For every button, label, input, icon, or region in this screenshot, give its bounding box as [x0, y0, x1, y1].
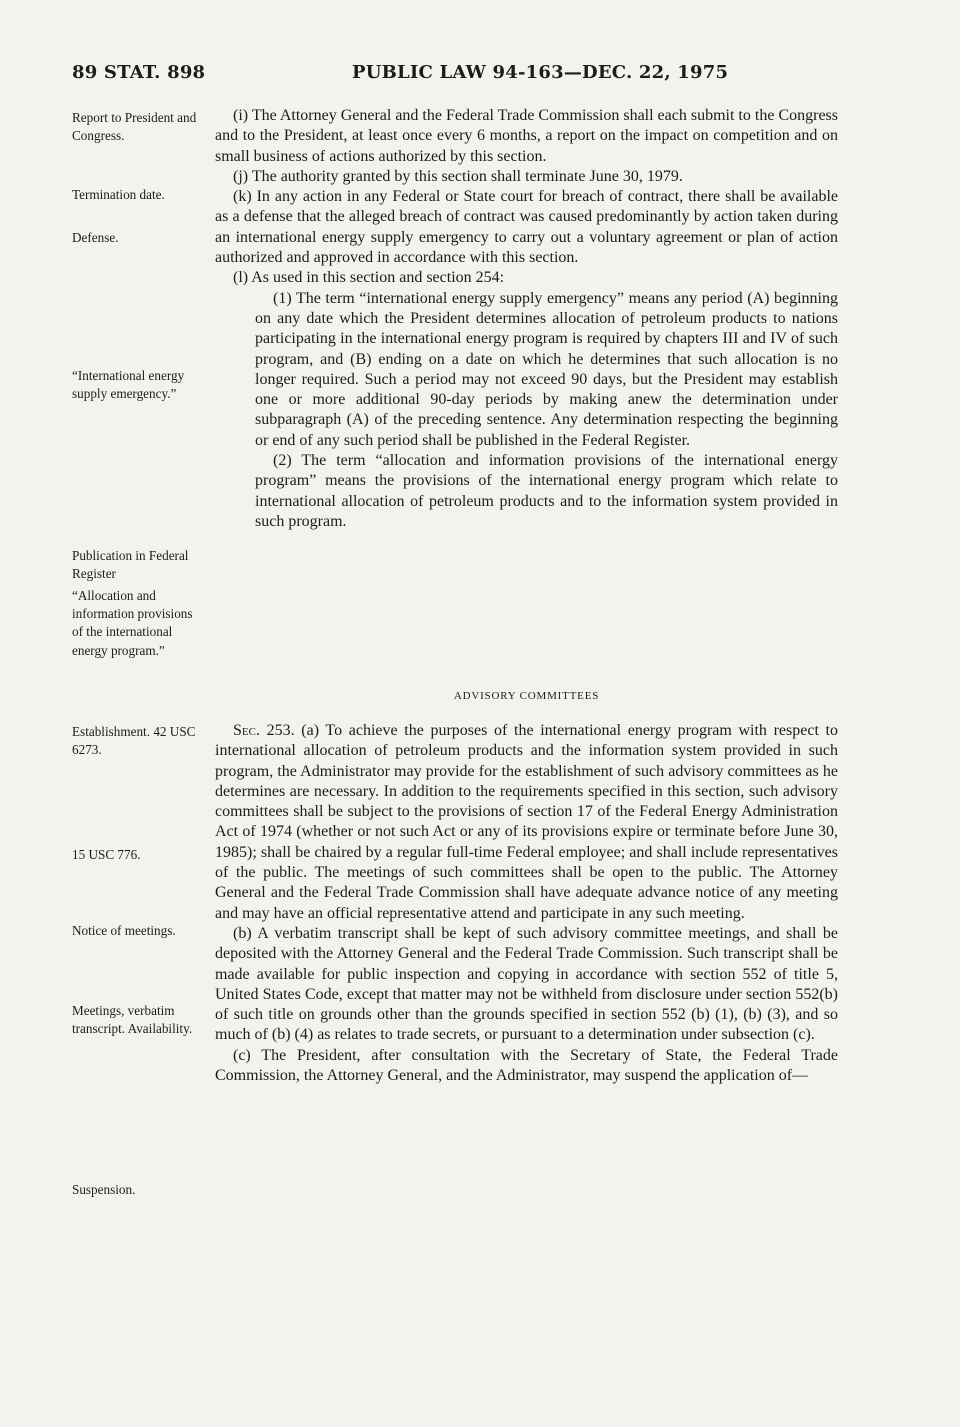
- section-label: Sec. 253.: [233, 722, 295, 739]
- paragraph-l: (l) As used in this section and section 254:: [233, 269, 505, 287]
- margin-note-international-emergency: “International energy supply emergency.”: [72, 368, 185, 402]
- margin-note-establishment: Establishment. 42 USC 6273.: [72, 724, 196, 758]
- margin-note-15-usc-776: 15 USC 776.: [72, 847, 141, 862]
- paragraph-253-c: (c) The President, after consultation with the Secretary of State, the Federal Trade Commission, the Attorney General, and the Administrator, may suspend the application of—: [215, 1046, 838, 1085]
- paragraph-253-b: (b) A verbatim transcript shall be kept of such advisory committee meetings, and shall be deposited with the Attorney General and the Federal Trade Commission. Such transcript shall be made available for public inspection and copying in accordance with section 552 of title 5, United States Code, except that matter may not be withheld from disclosure under section 552(b) of such title on grounds other than the grounds specified in section 552 (b) (1), (b) (3), and so much of (b) (4) as relates to trade secrets, or pursuant to a determination under subsection (c).: [215, 924, 838, 1044]
- section-heading: ADVISORY COMMITTEES: [453, 690, 600, 702]
- paragraph-j: (j) The authority granted by this section shall terminate June 30, 1979.: [233, 167, 683, 185]
- margin-note-termination: Termination date.: [72, 187, 165, 202]
- stat-page-number: 89 STAT. 898: [72, 62, 206, 83]
- paragraph-l1: (1) The term “international energy supply emergency” means any period (A) beginning on any date which the President determines allocation of petroleum products to nations participating in the international energy program is required by chapters III and IV of such program, and (B) ending on a date on which he determines that such allocation is no longer required. Such a period may not exceed 90 days, but the President may establish one or more additional 90-day periods by making anew the determination under subparagraph (A) of the preceding sentence. Any determination respecting the beginning or end of any such period shall be published in the Federal Register.: [255, 289, 838, 449]
- section-text-continued: [215, 106, 838, 532]
- section-253-text: [215, 721, 838, 1086]
- paragraph-253-a: [215, 721, 838, 924]
- margin-note-allocation-provisions: “Allocation and information provisions of the international energy program.”: [72, 588, 193, 658]
- margin-note-notice: Notice of meetings.: [72, 923, 176, 938]
- page-header: [72, 62, 838, 86]
- paragraph-i: (i) The Attorney General and the Federal Trade Commission shall each submit to the Congress and to the President, at least once every 6 months, a report on the impact on competition and on small business of actions authorized by this section.: [215, 107, 838, 165]
- margin-note-meetings: Meetings, verbatim transcript. Availability.: [72, 1003, 193, 1037]
- margin-note-publication: Publication in Federal Register: [72, 548, 189, 582]
- margin-note-report: Report to President and Congress.: [72, 110, 197, 144]
- margin-note-defense: Defense.: [72, 230, 119, 245]
- paragraph-253-a-text: (a) To achieve the purposes of the international energy program with respect to international allocation of petroleum products and the information system provided in such program, the Administrator may provide for the establishment of such advisory committees as he determines are necessary. In addition to the requirements specified in this section, such advisory committees shall be subject to the provisions of section 17 of the Federal Energy Administration Act of 1974 (whether or not such Act or any of its provisions expire or terminate before June 30, 1985); shall be chaired by a regular full-time Federal employee; and shall include representatives of the public. The meetings of such committees shall be open to the public. The Attorney General and the Federal Trade Commission shall have adequate advance notice of any meeting and may have an official representative attend and participate in any such meeting.: [215, 722, 839, 922]
- paragraph-k: (k) In any action in any Federal or State court for breach of contract, there shall be available as a defense that the alleged breach of contract was caused predominantly by action taken during an international energy supply emergency to carry out a voluntary agreement or plan of action authorized and approved in accordance with this section.: [215, 188, 838, 267]
- paragraph-l2: (2) The term “allocation and information provisions of the international energy program” means the provisions of the international energy program which relate to international allocation of petroleum products and to the information system provided in such program.: [255, 452, 838, 530]
- public-law-title: PUBLIC LAW 94-163—DEC. 22, 1975: [352, 62, 729, 83]
- margin-note-suspension: Suspension.: [72, 1182, 136, 1197]
